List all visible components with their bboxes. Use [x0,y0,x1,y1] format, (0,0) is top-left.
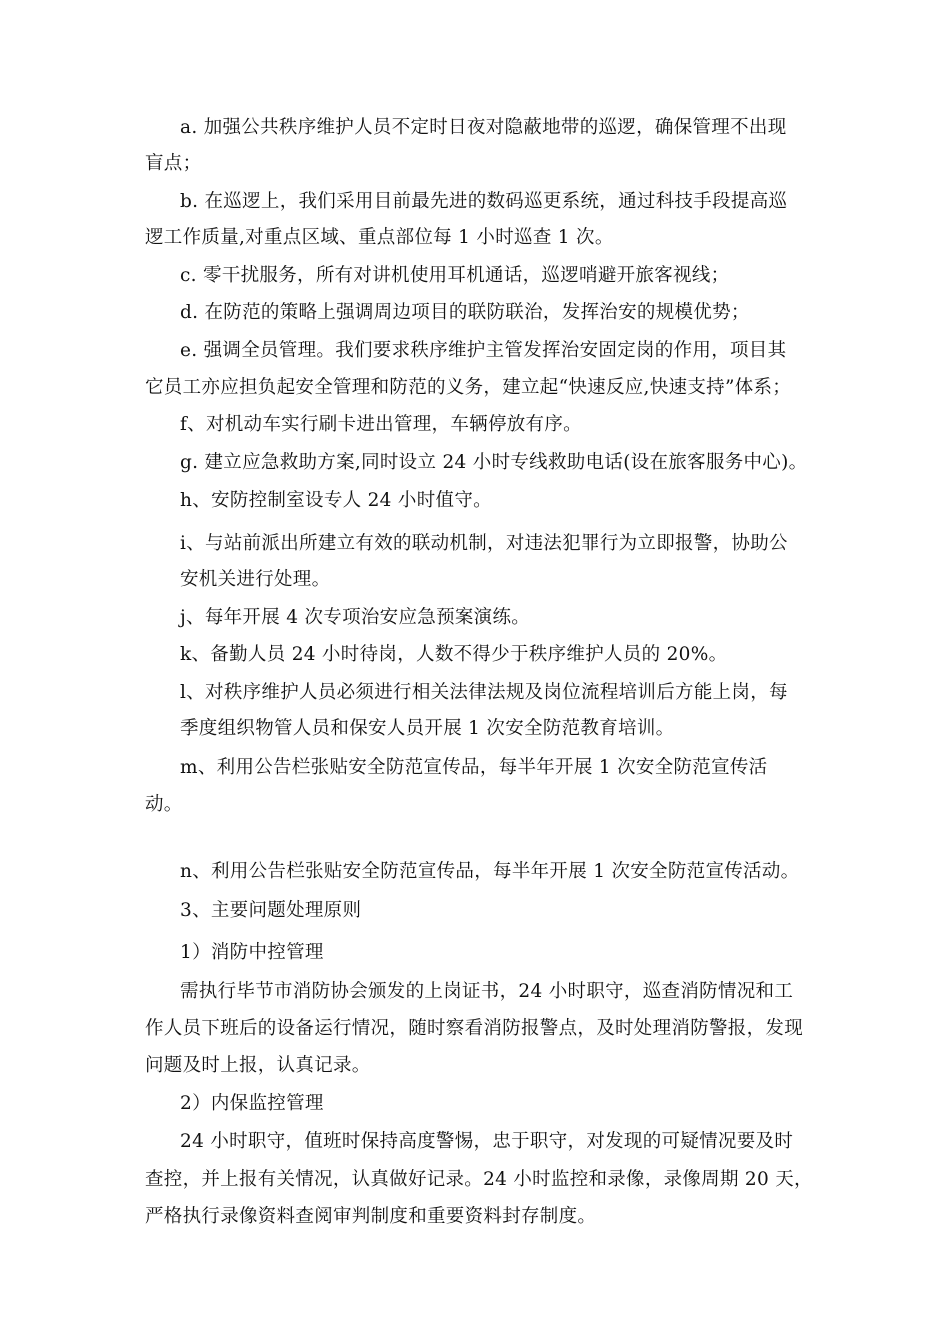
subsection-1-line-3: 问题及时上报，认真记录。 [145,1055,371,1076]
item-c: c. 零干扰服务，所有对讲机使用耳机通话，巡逻哨避开旅客视线； [180,265,730,286]
subsection-2-line-2: 查控，并上报有关情况，认真做好记录。24 小时监控和录像，录像周期 20 天， [145,1169,813,1190]
item-e-line-1: e. 强调全员管理。我们要求秩序维护主管发挥治安固定岗的作用，项目其 [180,340,787,361]
item-n: n、利用公告栏张贴安全防范宣传品，每半年开展 1 次安全防范宣传活动。 [180,861,800,882]
subsection-1-heading: 1）消防中控管理 [180,942,324,963]
item-g: g. 建立应急救助方案,同时设立 24 小时专线救助电话(设在旅客服务中心)。 [180,452,808,473]
item-i-line-2: 安机关进行处理。 [180,569,331,590]
subsection-2-heading: 2）内保监控管理 [180,1093,324,1114]
subsection-2-line-1: 24 小时职守，值班时保持高度警惕，忠于职守，对发现的可疑情况要及时 [180,1131,794,1152]
item-k: k、备勤人员 24 小时待岗，人数不得少于秩序维护人员的 20%。 [180,644,728,665]
item-m-line-2: 动。 [145,794,183,815]
item-e-line-2: 它员工亦应担负起安全管理和防范的义务，建立起“快速反应,快速支持”体系； [145,377,792,398]
item-m-line-1: m、利用公告栏张贴安全防范宣传品，每半年开展 1 次安全防范宣传活 [180,757,768,778]
item-b-line-1: b. 在巡逻上，我们采用目前最先进的数码巡更系统，通过科技手段提高巡 [180,191,788,212]
item-f: f、对机动车实行刷卡进出管理，车辆停放有序。 [180,414,582,435]
item-a-line-2: 盲点； [145,153,202,174]
item-b-line-2: 逻工作质量,对重点区域、重点部位每 1 小时巡查 1 次。 [145,227,614,248]
item-d: d. 在防范的策略上强调周边项目的联防联治，发挥治安的规模优势； [180,302,750,323]
item-j: j、每年开展 4 次专项治安应急预案演练。 [180,607,531,628]
subsection-1-line-2: 作人员下班后的设备运行情况，随时察看消防报警点，及时处理消防警报，发现 [145,1018,804,1039]
item-i-line-1: i、与站前派出所建立有效的联动机制，对违法犯罪行为立即报警，协助公 [180,533,788,554]
item-l-line-2: 季度组织物管人员和保安人员开展 1 次安全防范教育培训。 [180,718,675,739]
section-heading: 3、主要问题处理原则 [180,900,362,921]
item-h: h、安防控制室设专人 24 小时值守。 [180,490,492,511]
subsection-1-line-1: 需执行毕节市消防协会颁发的上岗证书，24 小时职守，巡查消防情况和工 [180,981,794,1002]
subsection-2-line-3: 严格执行录像资料查阅审判制度和重要资料封存制度。 [145,1206,597,1227]
item-l-line-1: l、对秩序维护人员必须进行相关法律法规及岗位流程培训后方能上岗，每 [180,682,788,703]
item-a-line-1: a. 加强公共秩序维护人员不定时日夜对隐蔽地带的巡逻，确保管理不出现 [180,117,787,138]
